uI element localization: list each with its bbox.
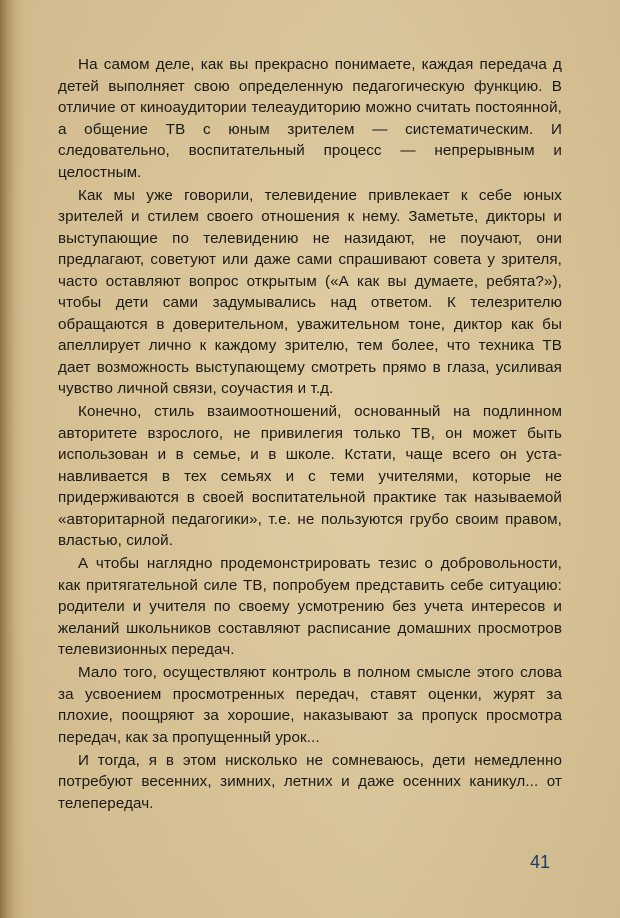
paragraph-1: На самом деле, как вы прекрасно понимаете, каждая передача д детей выполняет свою определенную педагогическую функцию. В отличие от киноаудитории телеаудиторию можно считать постоянной, а общение ТВ с юным зрителем — систематическим. И следовательно, воспитательный процесс — непрерывным и целостным. (58, 56, 562, 181)
paragraph-4: А чтобы наглядно продемонстрировать тезис о добровольности, как притягательной силе ТВ, попробуем представить себе ситуацию: родители и учителя по своему усмотрению без учета интересов и желаний школьников составляют расписание домашних просмотров телевизионных передач. (58, 555, 562, 658)
paragraph-5: Мало того, осуществляют контроль в полном смысле этого слова за усвоением просмотренных передач, ставят оценки, журят за плохие, поощряют за хорошие, наказывают за пропуск просмотра передач, как за пропущенный урок... (58, 664, 562, 746)
paragraph-3: Конечно, стиль взаимоотношений, основанный на подлинном авторитете взрослого, не привилегия только ТВ, он может быть использован и в семье, и в школе. Кстати, чаще всего он устанавливается в тех семьях и с теми учителями, которые не придерживаются в своей воспитательной практике так называемой «авторитарной педагогики», т.е. не пользуются грубо своим правом, властью, силой. (58, 403, 562, 549)
body-text (58, 54, 562, 816)
paragraph-2: Как мы уже говорили, телевидение привлекает к себе юных зрителей и стилем своего отношения к нему. Заметьте, дикторы и выступающие по телевидению не назидают, не поучают, они предлагают, советуют или даже сами спрашивают совета у зрителя, часто оставляют вопрос открытым («А как вы думаете, ребята?»), чтобы дети сами задумывались над ответом. К телезрителю обращаются в доверительном, уважительном тоне, диктор как бы апеллирует лично к каждому зрителю, тем более, что техника ТВ дает возможность выступающему смотреть прямо в глаза, усиливая чувство личной связи, соучастия и т.д. (58, 186, 562, 397)
page-number: 41 (530, 852, 551, 872)
page-binding-edge (0, 0, 14, 918)
paragraph-6: И тогда, я в этом нисколько не сомневаюсь, дети немедленно потребуют весенних, зимних, летних и даже осенних каникул... от телепередач. (58, 751, 562, 812)
